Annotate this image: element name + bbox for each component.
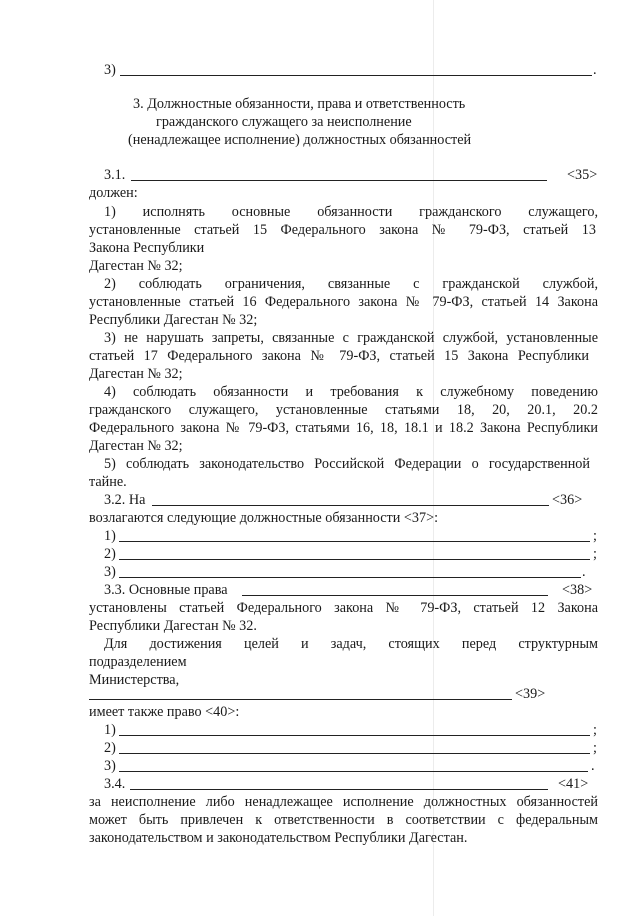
- clause-number: 3.2. На: [104, 492, 146, 508]
- fill-in-line: [119, 559, 590, 560]
- fill-in-line: [120, 75, 592, 76]
- paragraph-text: установлены статьей Федерального закона № 79-ФЗ, статьей 12 Закона: [89, 600, 598, 616]
- paragraph-text: Федерального закона № 79-ФЗ, статьями 16, 18, 18.1 и 18.2 Закона Республики: [89, 420, 598, 436]
- list-number: 3): [104, 564, 116, 580]
- paragraph-text: подразделением: [89, 654, 187, 670]
- section-title: гражданского служащего за неисполнение: [156, 114, 412, 130]
- fill-in-line: [119, 541, 590, 542]
- list-end-punct: .: [593, 62, 597, 78]
- paragraph-text: Дагестан № 32;: [89, 438, 183, 454]
- list-number: 1): [104, 528, 116, 544]
- paragraph-text: Закона Республики: [89, 240, 205, 256]
- paragraph-text: 3) не нарушать запреты, связанные с гражданской службой, установленные: [104, 330, 598, 346]
- clause-number: 3.3. Основные права: [104, 582, 228, 598]
- fill-in-line: [119, 735, 590, 736]
- paragraph-text: статьей 17 Федерального закона № 79-ФЗ, статьей 15 Закона Республики: [89, 348, 589, 364]
- paragraph-text: гражданского служащего, установленные статьями 18, 20, 20.1, 20.2: [89, 402, 598, 418]
- clause-number: 3.4.: [104, 776, 126, 792]
- fill-in-line: [130, 789, 548, 790]
- list-end-punct: ;: [593, 528, 597, 544]
- list-end-punct: ;: [593, 722, 597, 738]
- paragraph-text: тайне.: [89, 474, 127, 490]
- paragraph-text: установленные статьей 15 Федерального закона № 79-ФЗ, статьей 13: [89, 222, 596, 238]
- list-end-punct: .: [591, 758, 595, 774]
- paragraph-text: законодательством и законодательством Республики Дагестан.: [89, 830, 468, 846]
- footnote-ref: <41>: [558, 776, 589, 792]
- footnote-ref: <39>: [515, 686, 546, 702]
- footnote-ref: <38>: [562, 582, 593, 598]
- section-title: (ненадлежащее исполнение) должностных обязанностей: [128, 132, 472, 148]
- fill-in-line: [242, 595, 548, 596]
- paragraph-text: Республики Дагестан № 32.: [89, 618, 257, 634]
- paragraph-text: Республики Дагестан № 32;: [89, 312, 258, 328]
- paragraph-text: имеет также право <40>:: [89, 704, 240, 720]
- list-end-punct: ;: [593, 740, 597, 756]
- list-number: 2): [104, 740, 116, 756]
- fill-in-line: [119, 771, 588, 772]
- section-title: 3. Должностные обязанности, права и ответственность: [133, 96, 466, 112]
- paragraph-text: за неисполнение либо ненадлежащее исполнение должностных обязанностей: [89, 794, 598, 810]
- footnote-ref: <35>: [567, 167, 598, 183]
- paragraph-text: 1) исполнять основные обязанности гражданского служащего,: [104, 204, 598, 220]
- fill-in-line: [131, 180, 547, 181]
- list-number: 2): [104, 546, 116, 562]
- fill-in-line: [119, 753, 590, 754]
- list-number: 1): [104, 722, 116, 738]
- list-end-punct: ;: [593, 546, 597, 562]
- paragraph-text: Министерства,: [89, 672, 180, 688]
- paragraph-text: Для достижения целей и задач, стоящих перед структурным: [104, 636, 598, 652]
- paragraph-text: должен:: [89, 185, 138, 201]
- paragraph-text: Дагестан № 32;: [89, 366, 183, 382]
- footnote-ref: <36>: [552, 492, 583, 508]
- paragraph-text: может быть привлечен к ответственности в соответствии с федеральным: [89, 812, 598, 828]
- paragraph-text: 5) соблюдать законодательство Российской Федерации о государственной: [104, 456, 590, 472]
- clause-number: 3.1.: [104, 167, 126, 183]
- paragraph-text: Дагестан № 32;: [89, 258, 183, 274]
- list-number: 3): [104, 758, 116, 774]
- paragraph-text: 2) соблюдать ограничения, связанные с гражданской службой,: [104, 276, 598, 292]
- list-number: 3): [104, 62, 116, 78]
- paragraph-text: 4) соблюдать обязанности и требования к служебному поведению: [104, 384, 598, 400]
- paragraph-text: возлагаются следующие должностные обязанности <37>:: [89, 510, 439, 526]
- fill-in-line: [152, 505, 549, 506]
- paragraph-text: установленные статьей 16 Федерального закона № 79-ФЗ, статьей 14 Закона: [89, 294, 598, 310]
- list-end-punct: .: [582, 564, 586, 580]
- fill-in-line: [119, 577, 581, 578]
- fill-in-line: [89, 699, 512, 700]
